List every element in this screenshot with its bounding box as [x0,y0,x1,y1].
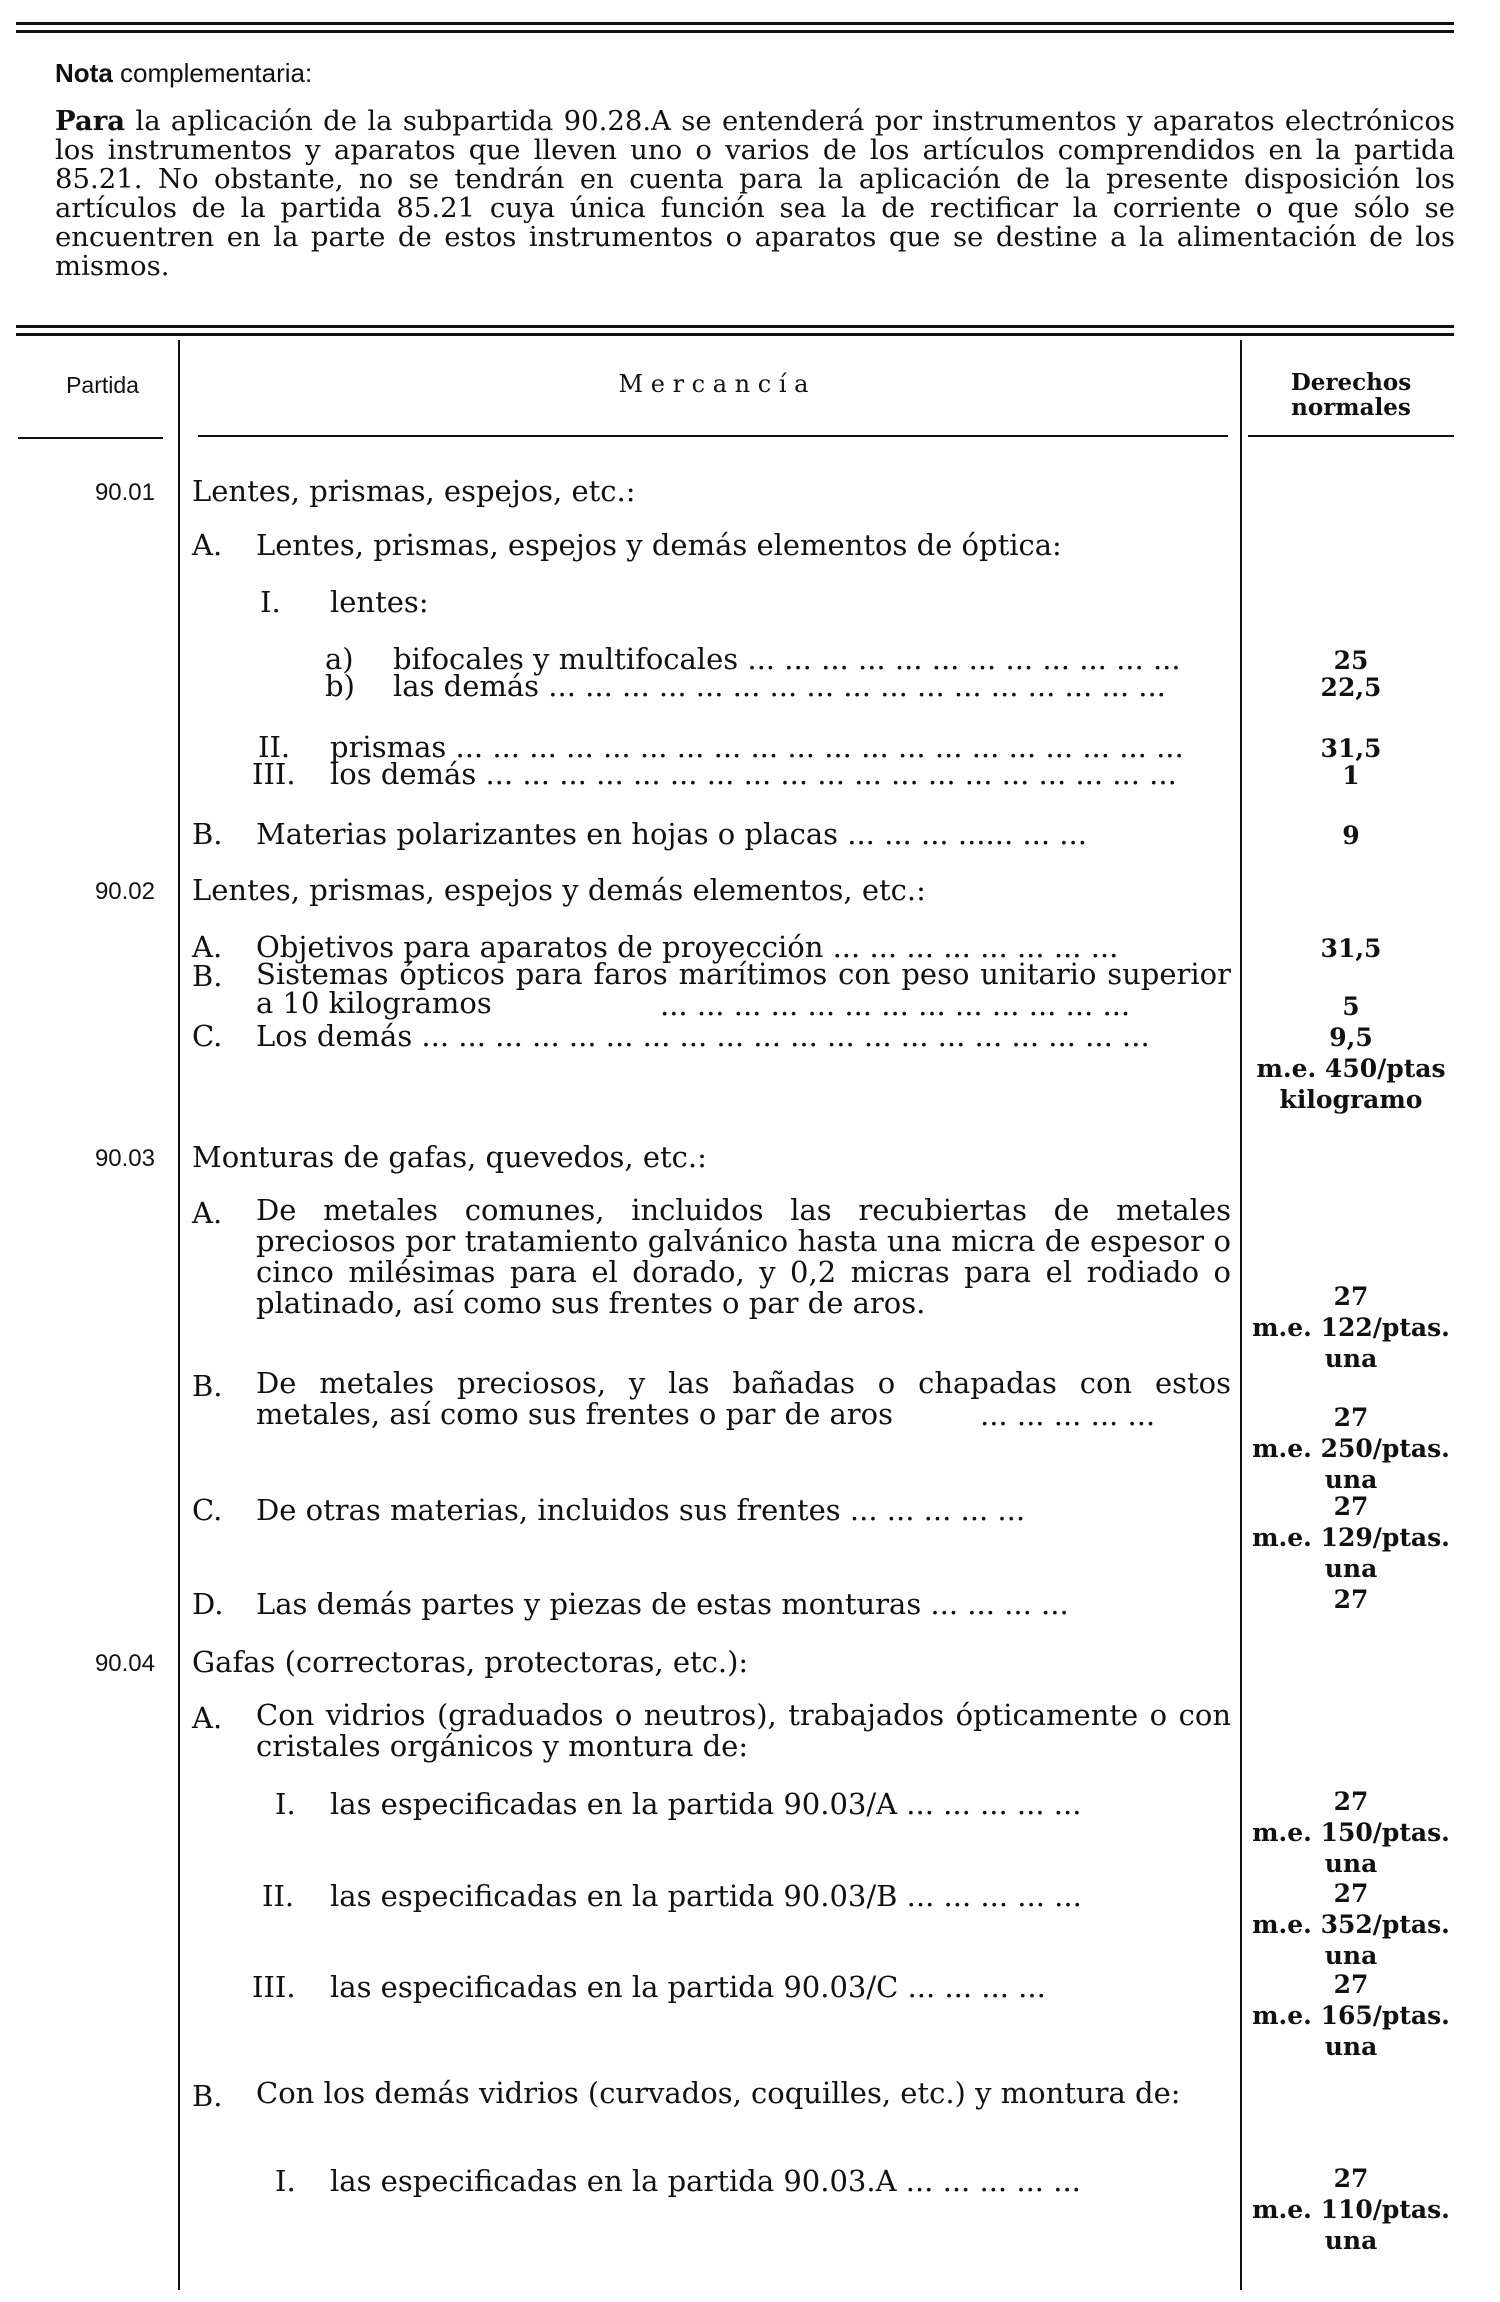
row-90-03-D: D. Las demás partes y piezas de estas monturas ... ... ... ... [192,1587,1069,1621]
duty-90-04-A-I-unit: una [1324,1849,1378,1878]
duty-90-04-B-I-unit: una [1324,2226,1378,2255]
duty-90-03-C-rate: 27 [1333,1492,1369,1521]
row-90-01: Lentes, prismas, espejos, etc.: [192,474,636,508]
row-90-02: Lentes, prismas, espejos y demás elementos, etc.: [192,873,926,907]
duty-90-03-B-unit: una [1324,1465,1378,1494]
header-underline-1 [18,437,163,439]
code-90-04: 90.04 [94,1650,155,1677]
duty-90-04-B-I-min: m.e. 110/ptas. [1252,2195,1450,2224]
row-90-02-B-mark: B. [192,959,223,993]
duty-90-04-A-III-min: m.e. 165/ptas. [1252,2001,1450,2030]
duty-polarizantes: 9 [1342,821,1360,850]
duty-90-04-A-II [1246,1878,1456,1971]
duty-90-04-A-I-min: m.e. 150/ptas. [1252,1818,1450,1847]
duty-90-04-B-I [1246,2163,1456,2256]
duty-90-03-A [1246,1281,1456,1374]
duty-90-03-C [1246,1491,1456,1584]
duty-90-03-C-min: m.e. 129/ptas. [1252,1523,1450,1552]
duty-90-02-C [1246,1022,1456,1115]
header-derechos-2: normales [1291,394,1411,421]
row-90-04-A: Con vidrios (graduados o neutros), trabajados ópticamente o con cristales orgánicos y montura de: [256,1698,1231,1763]
duty-90-04-A-I-rate: 27 [1333,1787,1369,1816]
duty-sistemas-opticos: 5 [1342,992,1360,1021]
row-90-01-A-I-a: a) bifocales y multifocales ... ... ... ... ... ... ... ... ... ... ... ... [325,642,1181,676]
row-90-01-A-II: II. prismas ... ... ... ... ... ... ... ... ... ... ... ... ... ... ... ... ... ... ... ... [258,730,1184,764]
duty-90-03-B [1246,1402,1456,1495]
duty-90-03-D: 27 [1333,1585,1369,1614]
duty-90-04-A-III [1246,1969,1456,2062]
note-body: Para la aplicación de la subpartida 90.28.A se entenderá por instrumentos y aparatos electrónicos los instrumentos y aparatos que lleven uno o varios de los artículos comprendidos en la partida 85.21. No obstante, no se tendrán en cuenta para la aplicación de la presente disposición los artículos de la partida 85.21 cuya única función sea la de rectificar la corriente o que sólo se encuentren en la parte de estos instrumentos o aparatos que se destine a la alimentación de los mismos. [55,105,1455,282]
header-derechos-1: Derechos [1290,369,1412,396]
row-90-04-A-I: I. las especificadas en la partida 90.03/A ... ... ... ... ... [275,1787,1082,1821]
duty-las-demas: 22,5 [1320,673,1382,702]
row-90-04-B: Con los demás vidrios (curvados, coquilles, etc.) y montura de: [256,2076,1181,2110]
duty-prismas: 31,5 [1320,734,1382,763]
row-90-03-C: C. De otras materias, incluidos sus frentes ... ... ... ... ... [192,1493,1026,1527]
row-90-02-C: C. Los demás ... ... ... ... ... ... ... ... ... ... ... ... ... ... ... ... ... ... ... ... [192,1019,1150,1053]
duty-90-02-C-unit: kilogramo [1279,1085,1423,1114]
duty-90-04-A-II-rate: 27 [1333,1879,1369,1908]
duty-bifocales: 25 [1333,646,1369,675]
column-line-left [178,340,180,2290]
row-90-02-A: A. Objetivos para aparatos de proyección ... ... ... ... ... ... ... ... [192,930,1119,964]
duty-90-04-A-I [1246,1786,1456,1879]
row-90-04-A-III: III. las especificadas en la partida 90.03/C ... ... ... ... [252,1970,1046,2004]
row-90-04-A-mark: A. [192,1701,223,1735]
mid-rule [16,325,1454,328]
row-90-03-A: De metales comunes, incluidos las recubiertas de metales preciosos por tratamiento galvánico hasta una micra de espesor o cinco milésimas para el dorado, y 0,2 micras para el rodiado o platinado, así como sus frentes o par de aros. [256,1193,1231,1320]
duty-90-02-C-min: m.e. 450/ptas [1256,1054,1446,1083]
row-90-03: Monturas de gafas, quevedos, etc.: [192,1140,707,1174]
duty-90-03-A-min: m.e. 122/ptas. [1252,1313,1450,1342]
row-90-03-B-mark: B. [192,1369,223,1403]
duty-90-03-B-min: m.e. 250/ptas. [1252,1434,1450,1463]
row-90-01-A-I: I. lentes: [260,585,429,619]
row-90-04-B-I: I. las especificadas en la partida 90.03.A ... ... ... ... ... [275,2164,1081,2198]
duty-los-demas: 1 [1342,761,1360,790]
header-mercancia: M e r c a n c í a [618,370,809,398]
row-90-01-A: A. Lentes, prismas, espejos y demás elementos de óptica: [192,528,1062,562]
note-title: Nota complementaria: [55,58,313,88]
top-rule-2 [16,30,1454,33]
row-90-04-A-II: II. las especificadas en la partida 90.03/B ... ... ... ... ... [262,1879,1082,1913]
row-90-02-B: Sistemas ópticos para faros marítimos con peso unitario superior a 10 kilogramos [256,957,1231,1020]
row-90-03-B-dots: ... ... ... ... ... [980,1398,1156,1432]
duty-90-03-C-unit: una [1324,1554,1378,1583]
code-90-01: 90.01 [94,479,155,506]
header-derechos [1246,370,1456,420]
row-90-03-B: De metales preciosos, y las bañadas o chapadas con estos metales, así como sus frentes o par de aros [256,1366,1231,1431]
code-90-03: 90.03 [94,1145,155,1172]
row-90-04-B-mark: B. [192,2079,223,2113]
row-90-04: Gafas (correctoras, protectoras, etc.): [192,1645,749,1679]
duty-90-03-B-rate: 27 [1333,1403,1369,1432]
top-rule [16,22,1454,25]
duty-objetivos: 31,5 [1320,934,1382,963]
duty-90-04-A-II-min: m.e. 352/ptas. [1252,1910,1450,1939]
duty-90-04-A-III-unit: una [1324,2032,1378,2061]
header-underline-2 [198,435,1228,437]
row-90-02-B-dots: ... ... ... ... ... ... ... ... ... ... ... ... ... [660,988,1131,1022]
duty-90-04-A-II-unit: una [1324,1941,1378,1970]
duty-90-04-A-III-rate: 27 [1333,1970,1369,1999]
row-90-01-B: B. Materias polarizantes en hojas o placas ... ... ... ...... ... ... [192,817,1087,851]
header-underline-3 [1248,435,1454,437]
header-partida: Partida [66,372,139,398]
row-90-01-A-I-b: b) las demás ... ... ... ... ... ... ... ... ... ... ... ... ... ... ... ... ... [325,669,1166,703]
column-line-right [1240,340,1242,2290]
row-90-01-A-III: III. los demás ... ... ... ... ... ... ... ... ... ... ... ... ... ... ... ... ... ... ... [252,757,1177,791]
mid-rule-2 [16,333,1454,336]
duty-90-03-A-rate: 27 [1333,1282,1369,1311]
code-90-02: 90.02 [94,878,155,905]
duty-90-03-A-unit: una [1324,1344,1378,1373]
row-90-03-A-mark: A. [192,1196,223,1230]
duty-90-02-C-rate: 9,5 [1329,1023,1373,1052]
duty-90-04-B-I-rate: 27 [1333,2164,1369,2193]
